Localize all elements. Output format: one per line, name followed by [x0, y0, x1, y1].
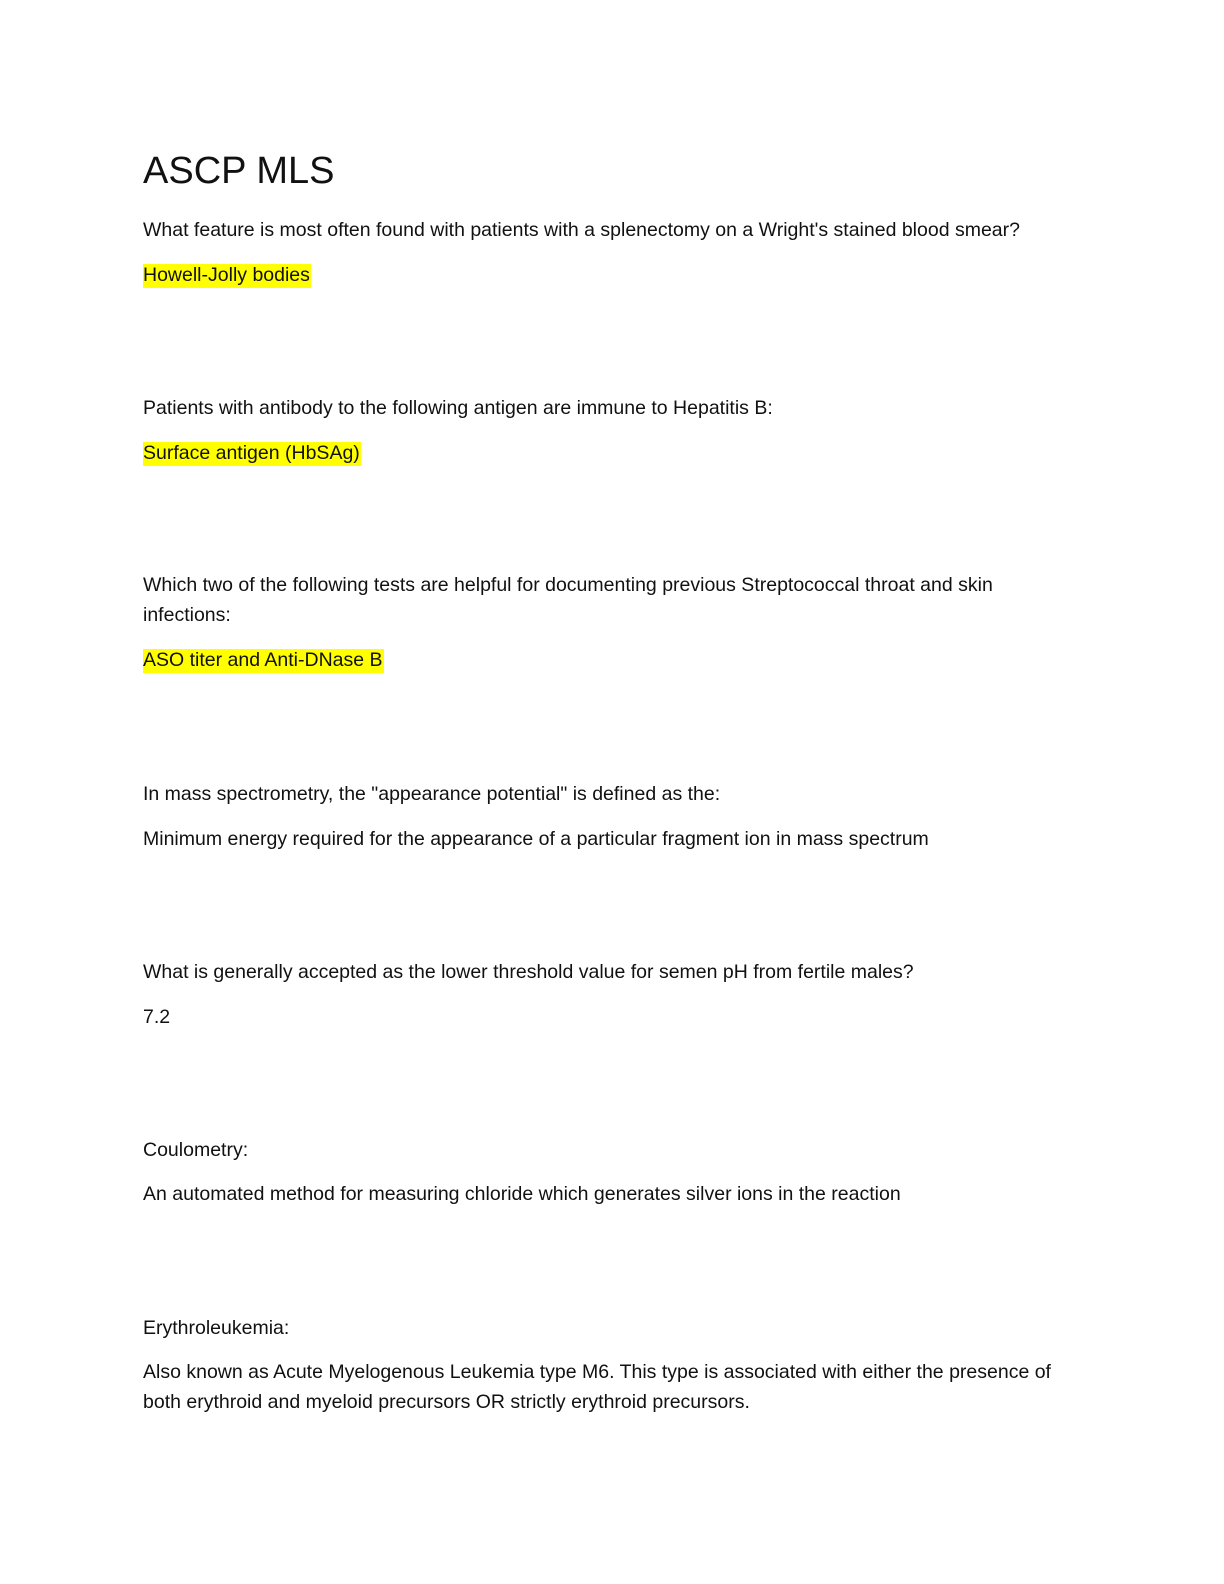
- qa-item-6: [143, 1135, 1083, 1205]
- question-text: Which two of the following tests are helpful for documenting previous Streptococcal throat and skin infections:: [143, 574, 993, 626]
- question-text: In mass spectrometry, the "appearance potential" is defined as the:: [143, 783, 721, 805]
- question-text: Coulometry:: [143, 1139, 249, 1161]
- qa-item-1: [143, 215, 1083, 286]
- qa-item-2: [143, 393, 1083, 464]
- answer-text: 7.2: [143, 1006, 171, 1028]
- question-text: What is generally accepted as the lower threshold value for semen pH from fertile males?: [143, 961, 914, 983]
- answer-text-highlighted: ASO titer and Anti-DNase B: [143, 649, 383, 671]
- qa-item-5: [143, 957, 1083, 1028]
- qa-item-3: [143, 570, 1083, 671]
- question-text: Erythroleukemia:: [143, 1317, 290, 1339]
- qa-item-7: [143, 1313, 1083, 1413]
- answer-text-highlighted: Surface antigen (HbSAg): [143, 442, 360, 464]
- question-text: Patients with antibody to the following antigen are immune to Hepatitis B:: [143, 397, 773, 419]
- answer-text: Also known as Acute Myelogenous Leukemia type M6. This type is associated with either the presence of both erythroid and myeloid precursors OR strictly erythroid precursors.: [143, 1361, 1051, 1413]
- answer-text-highlighted: Howell-Jolly bodies: [143, 264, 310, 286]
- question-text: What feature is most often found with patients with a splenectomy on a Wright's stained blood smear?: [143, 219, 1020, 241]
- answer-text: An automated method for measuring chloride which generates silver ions in the reaction: [143, 1183, 901, 1205]
- qa-item-4: [143, 779, 1083, 850]
- document-title: ASCP MLS: [143, 150, 335, 192]
- answer-text: Minimum energy required for the appearance of a particular fragment ion in mass spectrum: [143, 828, 929, 850]
